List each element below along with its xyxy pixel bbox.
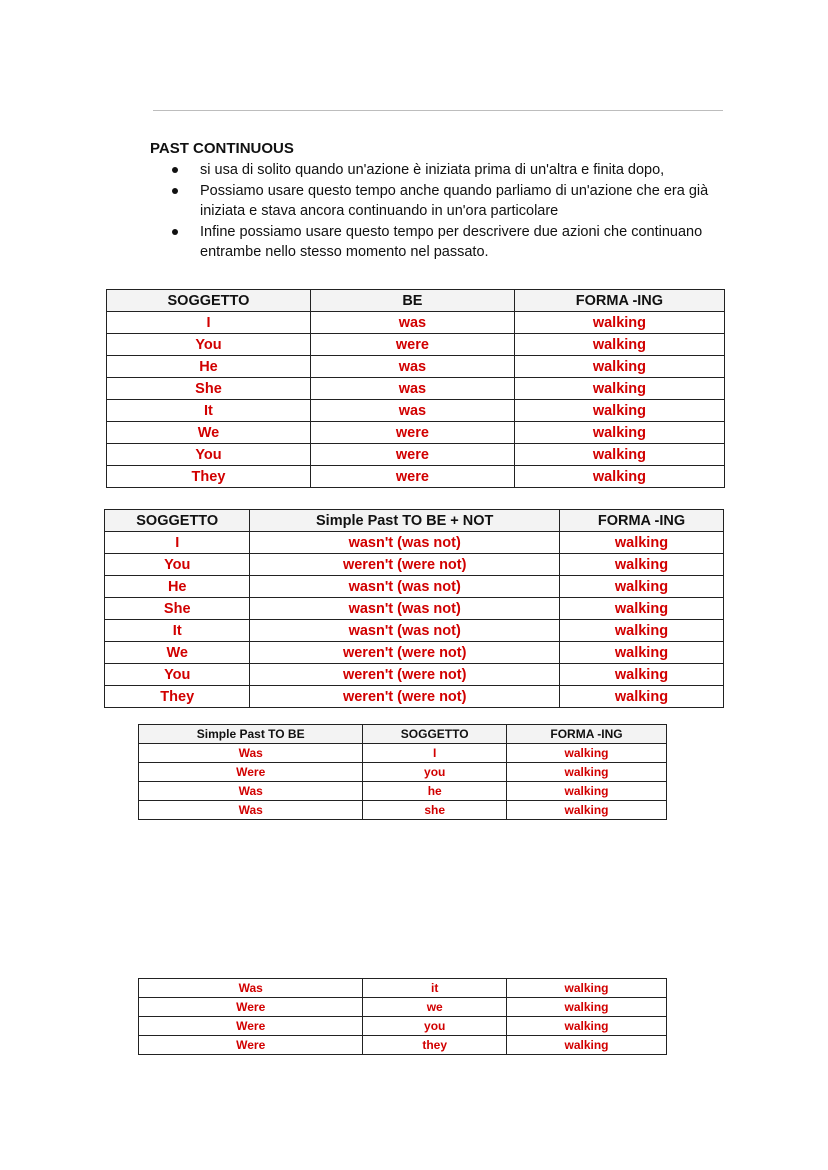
table-cell: walking (507, 979, 667, 998)
table-cell: He (105, 576, 250, 598)
table-cell: was (310, 378, 514, 400)
bullet-icon (172, 167, 178, 173)
table-cell: weren't (were not) (250, 554, 560, 576)
table-cell: She (107, 378, 311, 400)
table-cell: You (107, 334, 311, 356)
table-cell: walking (507, 782, 667, 801)
bullet-icon (172, 229, 178, 235)
column-header: FORMA -ING (507, 725, 667, 744)
table-cell: was (310, 312, 514, 334)
table-cell: he (363, 782, 507, 801)
list-item (170, 222, 730, 263)
table-cell: walking (507, 1017, 667, 1036)
table-row (107, 466, 725, 488)
interrogative-table-continued (138, 978, 667, 1055)
table-cell: walking (507, 801, 667, 820)
bullet-icon (172, 188, 178, 194)
affirmative-table (106, 289, 725, 488)
table-cell: You (105, 554, 250, 576)
bullet-list (170, 160, 730, 263)
table-cell: Were (139, 763, 363, 782)
table-cell: They (105, 686, 250, 708)
table-cell: Was (139, 979, 363, 998)
table-row (105, 620, 724, 642)
table-row (139, 763, 667, 782)
table-cell: walking (559, 576, 723, 598)
table-cell: They (107, 466, 311, 488)
table-cell: walking (507, 744, 667, 763)
table-cell: You (107, 444, 311, 466)
table-cell: walking (559, 532, 723, 554)
table-cell: walking (514, 400, 724, 422)
table-cell: weren't (were not) (250, 642, 560, 664)
table-cell: Were (139, 1017, 363, 1036)
table-cell: were (310, 422, 514, 444)
table-cell: we (363, 998, 507, 1017)
table-row (107, 422, 725, 444)
interrogative-table (138, 724, 667, 820)
table-row (105, 554, 724, 576)
bullet-text: si usa di solito quando un'azione è iniziata prima di un'altra e finita dopo, (200, 162, 665, 178)
table-row (139, 979, 667, 998)
table-cell: wasn't (was not) (250, 532, 560, 554)
column-header: SOGGETTO (105, 510, 250, 532)
table-row (107, 356, 725, 378)
table-cell: was (310, 356, 514, 378)
table-cell: wasn't (was not) (250, 620, 560, 642)
negative-table (104, 509, 724, 708)
table-row (139, 801, 667, 820)
table-cell: walking (514, 356, 724, 378)
table-row (107, 312, 725, 334)
table-row (107, 378, 725, 400)
column-header: BE (310, 290, 514, 312)
list-item (170, 181, 730, 222)
table-cell: weren't (were not) (250, 686, 560, 708)
table-cell: walking (514, 378, 724, 400)
table-row (105, 532, 724, 554)
table-cell: she (363, 801, 507, 820)
table-cell: Was (139, 744, 363, 763)
table-row (105, 686, 724, 708)
table-row (107, 444, 725, 466)
table-cell: She (105, 598, 250, 620)
table-cell: walking (559, 554, 723, 576)
page-title: PAST CONTINUOUS (150, 140, 294, 157)
bullet-text: Possiamo usare questo tempo anche quando parliamo di un'azione che era già iniziata e stava ancora continuando in un'ora particolare (200, 182, 709, 219)
table-cell: I (363, 744, 507, 763)
table-cell: wasn't (was not) (250, 576, 560, 598)
table-cell: walking (514, 422, 724, 444)
column-header: FORMA -ING (559, 510, 723, 532)
table-cell: Were (139, 1036, 363, 1055)
table-cell: were (310, 466, 514, 488)
column-header: Simple Past TO BE + NOT (250, 510, 560, 532)
column-header: FORMA -ING (514, 290, 724, 312)
table-row (139, 782, 667, 801)
table-cell: walking (559, 620, 723, 642)
table-row (105, 642, 724, 664)
table-cell: Was (139, 782, 363, 801)
table-cell: walking (507, 763, 667, 782)
table-cell: Was (139, 801, 363, 820)
table-cell: walking (514, 334, 724, 356)
table-cell: walking (514, 444, 724, 466)
list-item (170, 160, 730, 181)
table-cell: Were (139, 998, 363, 1017)
table-cell: were (310, 444, 514, 466)
table-cell: walking (559, 598, 723, 620)
table-cell: walking (514, 466, 724, 488)
table-cell: walking (507, 1036, 667, 1055)
column-header: SOGGETTO (107, 290, 311, 312)
table-cell: you (363, 1017, 507, 1036)
table-row (139, 998, 667, 1017)
table-cell: It (107, 400, 311, 422)
table-row (139, 744, 667, 763)
table-header-row (105, 510, 724, 532)
table-row (105, 576, 724, 598)
table-header-row (107, 290, 725, 312)
table-cell: We (107, 422, 311, 444)
table-cell: walking (559, 642, 723, 664)
table-cell: He (107, 356, 311, 378)
bullet-text: Infine possiamo usare questo tempo per descrivere due azioni che continuano entrambe nello stesso momento nel passato. (200, 223, 703, 260)
table-row (139, 1017, 667, 1036)
table-cell: wasn't (was not) (250, 598, 560, 620)
table-cell: were (310, 334, 514, 356)
table-cell: You (105, 664, 250, 686)
table-cell: We (105, 642, 250, 664)
table-row (107, 334, 725, 356)
table-row (105, 598, 724, 620)
table-header-row (139, 725, 667, 744)
table-cell: was (310, 400, 514, 422)
table-cell: walking (559, 664, 723, 686)
table-cell: It (105, 620, 250, 642)
table-cell: I (107, 312, 311, 334)
table-cell: walking (559, 686, 723, 708)
column-header: SOGGETTO (363, 725, 507, 744)
table-row (139, 1036, 667, 1055)
table-cell: you (363, 763, 507, 782)
horizontal-rule (153, 110, 723, 111)
table-cell: walking (514, 312, 724, 334)
table-cell: walking (507, 998, 667, 1017)
table-cell: I (105, 532, 250, 554)
table-row (105, 664, 724, 686)
table-cell: it (363, 979, 507, 998)
table-cell: weren't (were not) (250, 664, 560, 686)
column-header: Simple Past TO BE (139, 725, 363, 744)
table-row (107, 400, 725, 422)
table-cell: they (363, 1036, 507, 1055)
